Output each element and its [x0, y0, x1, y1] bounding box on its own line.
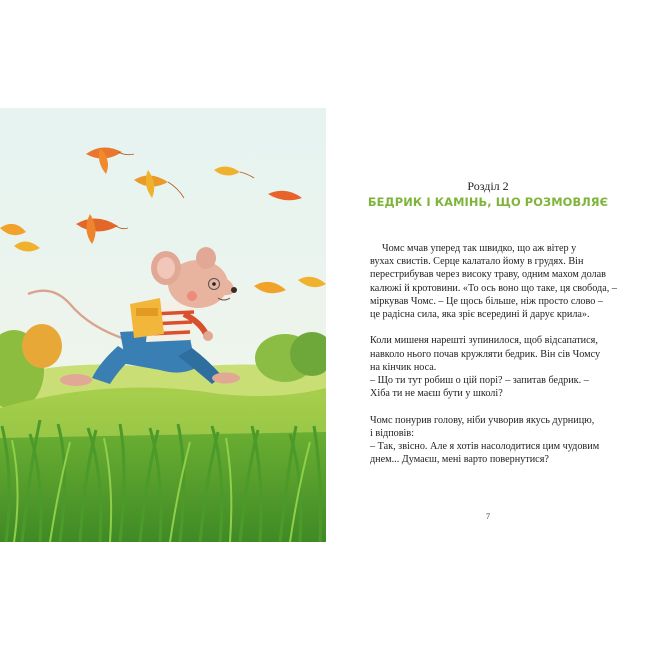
text-line: вухах свистів. Серце калатало йому в грудях. Він [370, 256, 584, 268]
text-line: міркував Чомс. – Це щось більше, ніж просто слово – [370, 295, 603, 307]
foreground-grass [0, 432, 326, 542]
text-line: перестрибував через високу траву, одним махом долав [370, 269, 606, 281]
text-line: на кінчик носа. [370, 361, 437, 373]
text-line: Коли мишеня нарешті зупинилося, щоб відсапатися, [370, 335, 598, 347]
backpack-icon [130, 298, 164, 338]
text-line: це радісна сила, яка зріє всередині й дарує крила». [370, 309, 590, 321]
text-page [326, 108, 650, 542]
text-line: – Що ти тут робиш о цій порі? – запитав бедрик. – [370, 375, 589, 387]
text-line: навколо нього почав кружляти бедрик. Він сів Чомсу [370, 348, 601, 360]
mouse-back-foot [60, 374, 92, 386]
mouse-ear-2 [196, 247, 216, 269]
page-number: 7 [486, 512, 490, 521]
mouse-eye [212, 282, 216, 286]
mouse-cheek [187, 291, 197, 301]
paragraph-gap [370, 321, 626, 334]
text-line: – Так, звісно. Але я хотів насолодитися цим чудовим [370, 441, 600, 453]
text-line: Чомс мчав уперед так швидко, що аж вітер у [382, 243, 577, 254]
bush-orange [22, 324, 62, 368]
text-line: і відповів: [370, 427, 415, 439]
mouse-running-illustration [0, 108, 326, 542]
backpack-flap [136, 308, 158, 316]
text-line: Хіба ти не маєш бути у школі? [370, 388, 503, 400]
chapter-body [370, 242, 626, 466]
illustration-page [0, 108, 326, 542]
mouse-nose [231, 287, 237, 293]
paragraph-gap [370, 400, 626, 413]
chapter-label: Розділ 2 [467, 179, 509, 193]
text-line: Чомс понурив голову, ніби учворив якусь дурницю, [370, 414, 595, 426]
text-line: калюжі й кротовини. «То ось воно що таке, ця свобода, – [370, 282, 617, 294]
mouse-ear-inner [157, 257, 175, 279]
book-spread [0, 108, 650, 542]
mouse-front-foot [212, 373, 240, 384]
mouse-hand [203, 331, 213, 341]
chapter-title: БЕДРИК І КАМІНЬ, ЩО РОЗМОВЛЯЄ [367, 195, 609, 209]
text-line: днем... Думаєш, мені варто повернутися? [370, 454, 549, 466]
